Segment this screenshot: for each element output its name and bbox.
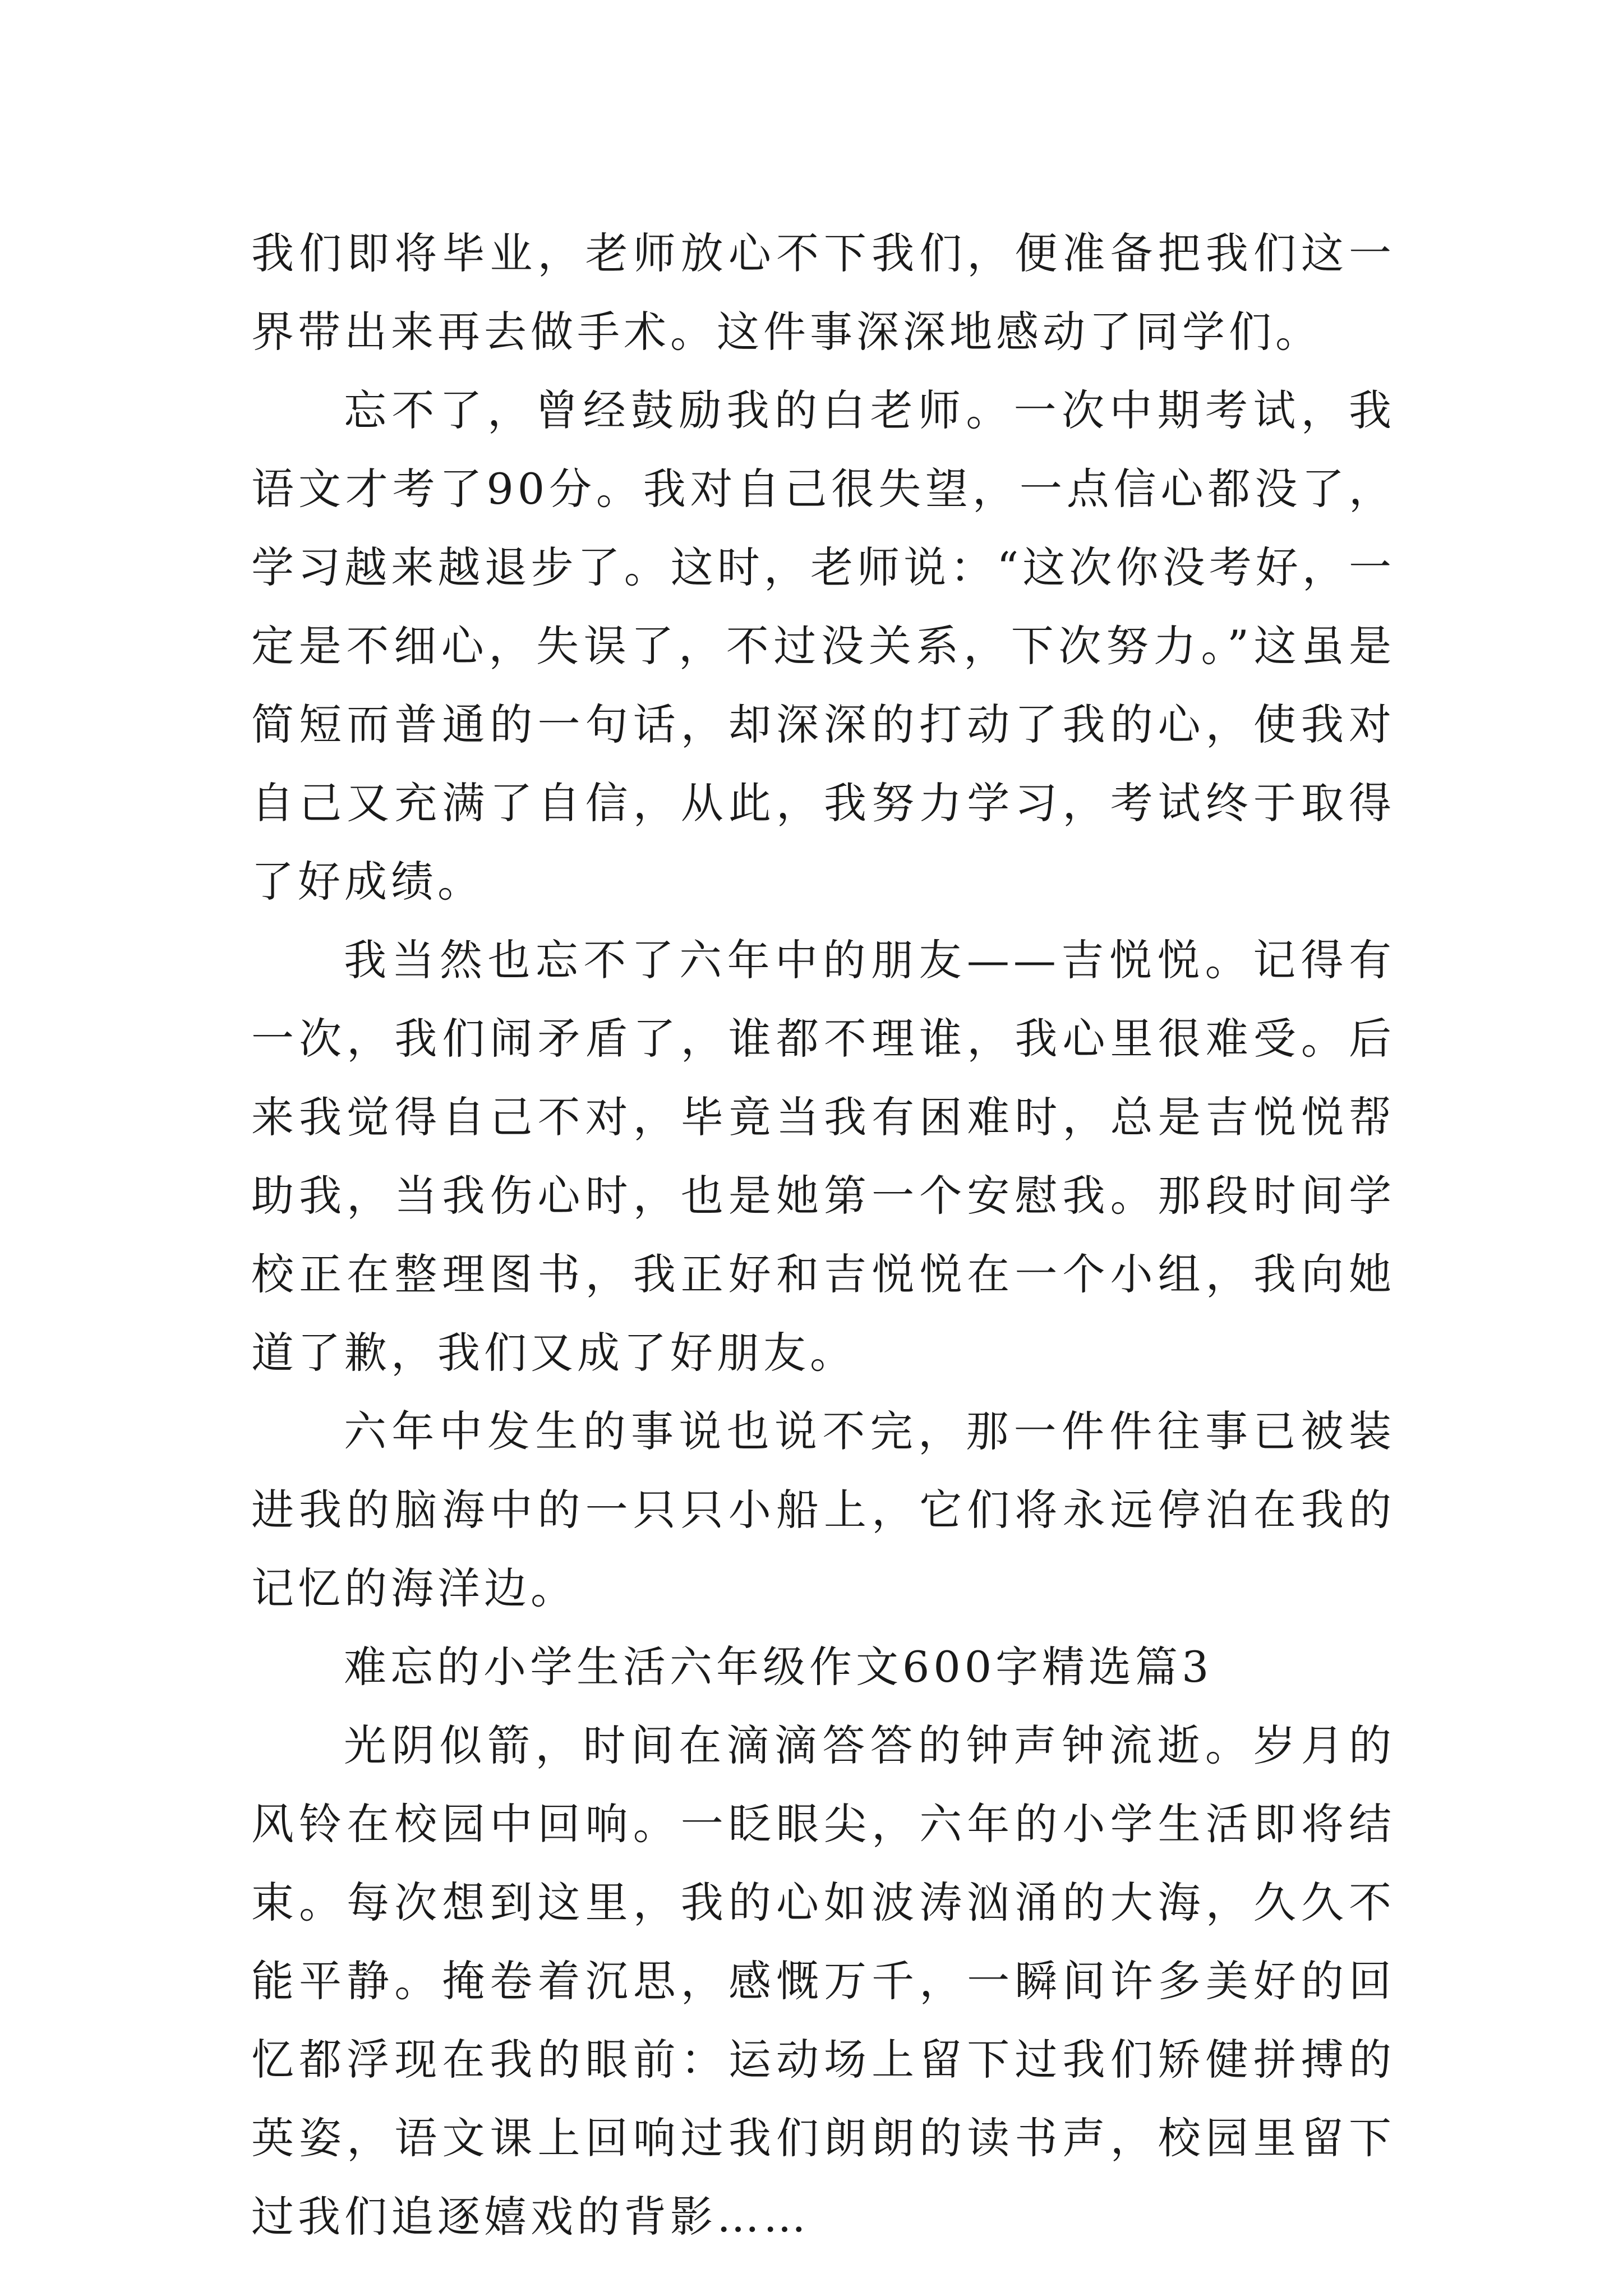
paragraph-3: 我当然也忘不了六年中的朋友——吉悦悦。记得有一次，我们闹矛盾了，谁都不理谁，我心里很难受。后来我觉得自己不对，毕竟当我有困难时，总是吉悦悦帮助我，当我伤心时，也是她第一个安慰我。那段时间学校正在整理图书，我正好和吉悦悦在一个小组，我向她道了歉，我们又成了好朋友。 (251, 935, 1395, 1378)
paragraph-4: 六年中发生的事说也说不完，那一件件往事已被装进我的脑海中的一只只小船上，它们将永远停泊在我的记忆的海洋边。 (251, 1406, 1395, 1613)
document-body (251, 214, 1395, 2256)
paragraph-5: 光阴似箭，时间在滴滴答答的钟声钟流逝。岁月的风铃在校园中回响。一眨眼尖，六年的小学生活即将结束。每次想到这里，我的心如波涛汹涌的大海，久久不能平静。掩卷着沉思，感慨万千，一瞬间许多美好的回忆都浮现在我的眼前：运动场上留下过我们矫健拼搏的英姿，语文课上回响过我们朗朗的读书声，校园里留下过我们追逐嬉戏的背影…… (251, 1720, 1395, 2242)
paragraph-2: 忘不了，曾经鼓励我的白老师。一次中期考试，我语文才考了90分。我对自己很失望，一点信心都没了，学习越来越退步了。这时，老师说：“这次你没考好，一定是不细心，失误了，不过没关系，下次努力。”这虽是简短而普通的一句话，却深深的打动了我的心，使我对自己又充满了自信，从此，我努力学习，考试终于取得了好成绩。 (251, 385, 1395, 907)
paragraph-1: 我们即将毕业，老师放心不下我们，便准备把我们这一界带出来再去做手术。这件事深深地感动了同学们。 (251, 228, 1395, 357)
section-heading: 难忘的小学生活六年级作文600字精选篇3 (344, 1642, 1213, 1692)
